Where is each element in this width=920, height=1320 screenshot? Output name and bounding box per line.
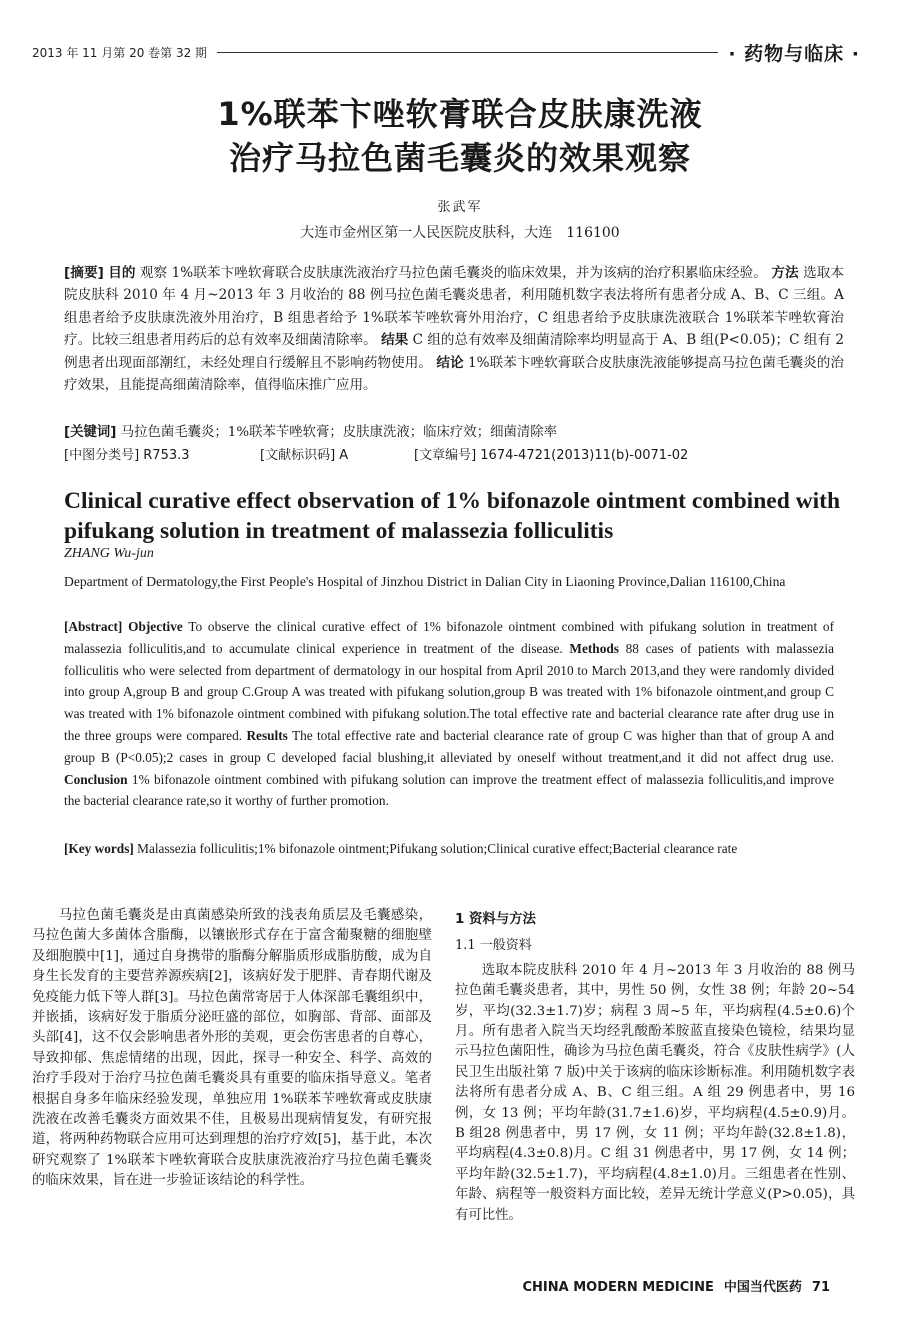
subsection-heading: 1.1 一般资料: [455, 938, 532, 954]
results-label: 结果: [381, 332, 409, 349]
results-text: C 组的总有效率及细菌清除率均明显高于 A、B 组(P<0.05)；C 组有 2 例患者出现面部潮红，未经处理自行缓解且不影响药物使用。: [64, 332, 845, 371]
objective-label: 目的: [108, 265, 136, 281]
body-column-right: [455, 906, 855, 1226]
clc-number: [中图分类号] R753.3: [64, 448, 190, 463]
conclusion-label: 结论: [436, 354, 464, 371]
section-heading: 1 资料与方法: [455, 912, 536, 927]
abstract-en: [64, 616, 834, 812]
keywords-text-en: Malassezia folliculitis;1% bifonazole ointment;Pifukang solution;Clinical curative effect;Bacterial clearance rate: [137, 841, 738, 856]
keywords-label-en: [Key words]: [64, 841, 134, 856]
keywords-label: [关键词]: [64, 425, 117, 440]
general-data-paragraph: 选取本院皮肤科 2010 年 4 月~2013 年 3 月收治的 88 例马拉色菌毛囊炎患者，其中，男性 50 例，女性 38 例；年龄 20~54 岁，平均(32.3±1.7)岁；病程 3 周~5 年，平均病程(4.5±0.6)个月。所有患者入院当天均经乳酸酚苯胺蓝直接染色镜检，结果均显示马拉色菌阳性，确诊为马拉色菌毛囊炎，符合《皮肤性病学》(人民卫生出版社第 7 版)中关于该病的临床诊断标准。利用随机数字表法将所有患者分成 A、B、C 组三组。A 组 29 例患者中，男 16例，女 13 例；平均年龄(31.7±1.6)岁，平均病程(4.5±0.9)月。B 组28 例患者中，男 17 例，女 11 例；平均年龄(32.8±1.8)，平均病程(4.3±0.8)月。C 组 31 例患者中，男 17 例，女 14 例；平均年龄(32.5±1.7)，平均病程(4.8±1.0)月。三组患者在性别、年龄、病程等一般资料方面比较，差异无统计学意义(P>0.05)，具有可比性。: [455, 962, 855, 1223]
journal-name-en: CHINA MODERN MEDICINE: [522, 1280, 714, 1295]
objective-text: 观察 1%联苯卞唑软膏联合皮肤康洗液治疗马拉色菌毛囊炎的临床效果，并为该病的治疗积累临床经验。: [139, 265, 767, 281]
author-cn: 张武军: [437, 200, 483, 215]
conclusion-label-en: Conclusion: [64, 771, 128, 787]
keywords-en: [64, 838, 834, 860]
document-code: [文献标识码] A: [260, 448, 349, 463]
title-line-2: 治疗马拉色菌毛囊炎的效果观察: [228, 139, 691, 177]
article-number: [文章编号] 1674-4721(2013)11(b)-0071-02: [414, 448, 689, 463]
article-title-cn: [0, 92, 920, 180]
section-name: · 药物与临床 ·: [728, 42, 860, 65]
running-header: [32, 40, 860, 64]
methods-label-en: Methods: [569, 640, 619, 656]
abstract-label-en: [Abstract]: [64, 619, 123, 634]
article-title-en: Clinical curative effect observation of 1% bifonazole ointment combined with pifukang solution in treatment of malassezia folliculitis: [64, 488, 841, 544]
methods-label: 方法: [771, 265, 799, 281]
conclusion-text: 1%联苯卞唑软膏联合皮肤康洗液能够提高马拉色菌毛囊炎的治疗效果，且能提高细菌清除率，值得临床推广应用。: [64, 354, 844, 394]
header-rule: [217, 52, 718, 53]
keywords-cn: [64, 423, 844, 443]
running-footer: [513, 1276, 831, 1295]
abstract-cn: [64, 262, 844, 396]
methods-text: 选取本院皮肤科 2010 年 4 月~2013 年 3 月收治的 88 例马拉色菌毛囊炎患者，利用随机数字表法将所有患者分成 A、B、C 三组。A 组患者给予皮肤康洗液外用治疗，B 组患者给予 1%联苯苄唑软膏外用治疗，C 组患者给予皮肤康洗液联合 1%联苯苄唑软膏治疗。比较三组患者用药后的总有效率及细菌清除率。: [64, 265, 844, 349]
conclusion-text-en: 1% bifonazole ointment combined with pifukang solution can improve the treatment effect of malassezia folliculitis,and improve the bacterial clearance rate,so it worthy of further promotion.: [64, 771, 834, 809]
keywords-text: 马拉色菌毛囊炎；1%联苯苄唑软膏；皮肤康洗液；临床疗效；细菌清除率: [120, 425, 558, 440]
intro-paragraph: 马拉色菌毛囊炎是由真菌感染所致的浅表角质层及毛囊感染，马拉色菌大多菌体含脂酶，以镶嵌形式存在于富含葡聚糖的细胞壁及细胞膜中[1]，通过自身携带的脂酶分解脂质形成脂肪酸，成为自身生长发育的主要营养源疾病[2]，该病好发于肥胖、青春期代谢及免疫能力低下等人群[3]。马拉色菌常寄居于人体深部毛囊组织中，并嵌插，该病好发于脂质分泌旺盛的部位，如胸部、背部、面部及头部[4]，这不仅会影响患者外形的美观，更会伤害患者的自尊心，导致抑郁、焦虑情绪的出现，因此，探寻一种安全、科学、高效的治疗手段对于治疗马拉色菌毛囊炎具有重要的临床指导意义。笔者根据自身多年临床经验发现，单独应用 1%联苯苄唑软膏或皮肤康洗液在改善毛囊炎方面效果不佳，且极易出现病情复发，有研究报道，将两种药物联合应用可达到理想的治疗疗效[5]，基于此，本次研究观察了 1%联苯卞唑软膏联合皮肤康洗液治疗马拉色菌毛囊炎的临床效果，旨在进一步验证该结论的科学性。: [32, 908, 432, 1189]
affiliation-en: Department of Dermatology,the First People's Hospital of Jinzhou District in Dalian City in Liaoning Province,Dalian 116100,China: [64, 574, 786, 589]
abstract-label: [摘要]: [64, 265, 104, 281]
journal-name-cn: 中国当代医药: [723, 1280, 802, 1295]
page-number: 71: [811, 1280, 830, 1295]
methods-text-en: 88 cases of patients with malassezia folliculitis who were selected from department of dermatology in our hospital from April 2010 to March 2013,and they were randomly divided into group A,group B and group C.Group A was treated with pifukang solution,group B was treated with 1% bifonazole ointment,and group C was treated with 1% bifonazole ointment combined with pifukang solution.The total effective rate and bacterial clearance rate after drug use in the three groups were compared.: [64, 640, 835, 743]
affiliation-cn: 大连市金州区第一人民医院皮肤科，大连 116100: [300, 225, 620, 241]
objective-label-en: Objective: [128, 619, 183, 634]
results-label-en: Results: [246, 727, 288, 743]
objective-text-en: To observe the clinical curative effect of 1% bifonazole ointment combined with pifukang solution in treatment of malassezia folliculitis,and to accumulate clinical experience in treatment of the disease.: [64, 619, 834, 656]
issue-info: 2013 年 11 月第 20 卷第 32 期: [32, 45, 208, 60]
author-en: ZHANG Wu-jun: [64, 546, 154, 561]
body-column-left: [32, 906, 432, 1192]
results-text-en: The total effective rate and bacterial clearance rate of group C was higher than that of group A and group B (P<0.05);2 cases in group C developed facial blushing,it alleviated by oneself without treatment,and it did not affect drug use.: [64, 727, 834, 765]
title-line-1: 1%联苯卞唑软膏联合皮肤康洗液: [217, 95, 703, 133]
